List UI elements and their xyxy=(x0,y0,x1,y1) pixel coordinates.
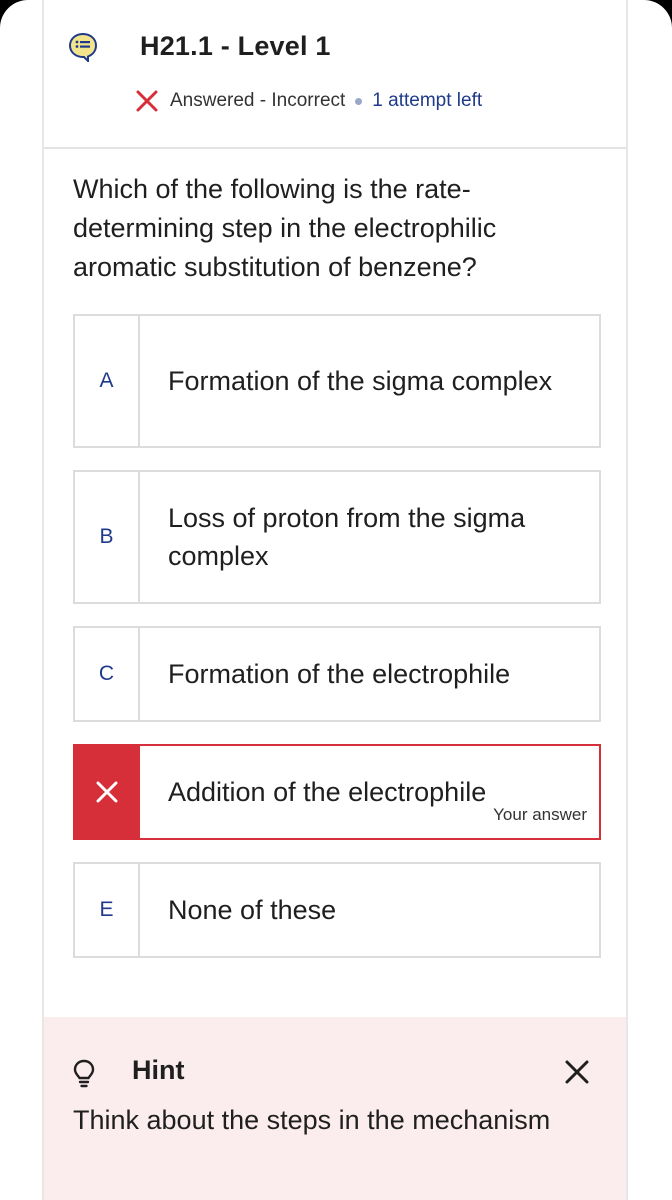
question-text: Which of the following is the rate-determining step in the electrophilic aromatic substitution of benzene? xyxy=(73,174,497,282)
separator-dot xyxy=(355,98,362,105)
question-header xyxy=(44,0,626,149)
option-letter: A xyxy=(75,316,140,446)
your-answer-tag: Your answer xyxy=(493,805,587,824)
close-icon[interactable] xyxy=(562,1057,592,1087)
x-icon xyxy=(134,88,160,114)
option-b[interactable] xyxy=(73,470,601,604)
option-label: Formation of the sigma complex xyxy=(168,366,553,396)
option-label: Loss of proton from the sigma complex xyxy=(168,503,526,571)
option-a[interactable] xyxy=(73,314,601,448)
attempts-left: 1 attempt left xyxy=(372,90,483,111)
answer-status xyxy=(134,86,482,116)
lightbulb-icon xyxy=(72,1058,96,1092)
question-list-icon xyxy=(68,32,98,62)
incorrect-marker xyxy=(75,746,140,838)
option-letter: E xyxy=(75,864,140,956)
option-e[interactable] xyxy=(73,862,601,958)
option-label: Addition of the electrophile xyxy=(168,777,487,807)
hint-panel xyxy=(44,1017,626,1200)
option-c[interactable] xyxy=(73,626,601,722)
option-label: None of these xyxy=(168,895,337,925)
hint-text: Think about the steps in the mechanism xyxy=(73,1105,551,1135)
page-title: H21.1 - Level 1 xyxy=(140,31,331,61)
x-icon xyxy=(94,779,120,805)
content-panel xyxy=(42,0,628,1200)
hint-title: Hint xyxy=(132,1055,185,1085)
option-body xyxy=(140,746,599,838)
option-label: Formation of the electrophile xyxy=(168,659,511,689)
option-letter: B xyxy=(75,472,140,602)
option-letter: C xyxy=(75,628,140,720)
option-d-selected[interactable] xyxy=(73,744,601,840)
status-text: Answered - Incorrect xyxy=(170,90,346,111)
